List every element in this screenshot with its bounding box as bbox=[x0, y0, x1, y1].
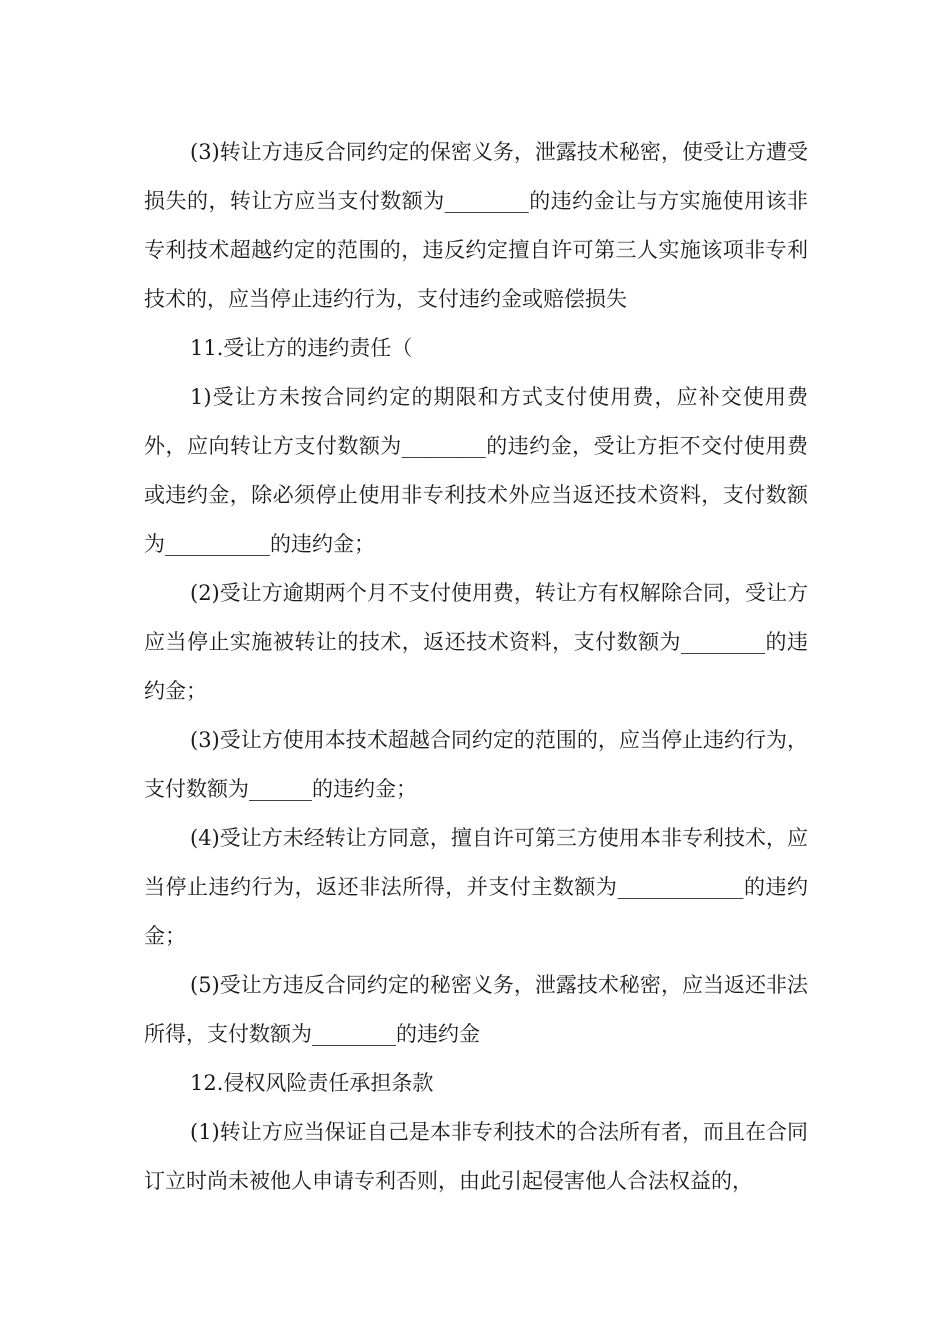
paragraph-transferee-third-party: (4)受让方未经转让方同意，擅自许可第三方使用本非专利技术，应当停止违约行为，返还非法所得，并支付主数额为____________的违约金； bbox=[144, 826, 808, 948]
paragraph-transferor-confidentiality: (3)转让方违反合同约定的保密义务，泄露技术秘密，使受让方遭受损失的，转让方应当支付数额为________的违约金让与方实施使用该非专利技术超越约定的范围的，违反约定擅自许可第三人实施该项非专利技术的，应当停止违约行为，支付违约金或赔偿损失 bbox=[144, 140, 808, 311]
section-heading-12: 12.侵权风险责任承担条款 bbox=[190, 1071, 434, 1095]
document-body bbox=[144, 128, 808, 1206]
paragraph-transferee-overdue: (2)受让方逾期两个月不支付使用费，转让方有权解除合同，受让方应当停止实施被转让的技术，返还技术资料，支付数额为________的违约金； bbox=[144, 581, 808, 703]
paragraph-transferee-scope: (3)受让方使用本技术超越合同约定的范围的，应当停止违约行为，支付数额为______的违约金； bbox=[144, 728, 808, 801]
paragraph-transferee-payment: 1)受让方未按合同约定的期限和方式支付使用费，应补交使用费外，应向转让方支付数额为________的违约金，受让方拒不交付使用费或违约金，除必须停止使用非专利技术外应当返还技术资料，支付数额为__________的违约金； bbox=[144, 385, 808, 556]
paragraph-transferee-secrecy: (5)受让方违反合同约定的秘密义务，泄露技术秘密，应当返还非法所得，支付数额为________的违约金 bbox=[144, 973, 808, 1046]
paragraph-infringement-risk: (1)转让方应当保证自己是本非专利技术的合法所有者，而且在合同订立时尚未被他人申请专利否则，由此引起侵害他人合法权益的， bbox=[144, 1120, 808, 1193]
section-heading-11: 11.受让方的违约责任（ bbox=[190, 336, 413, 360]
